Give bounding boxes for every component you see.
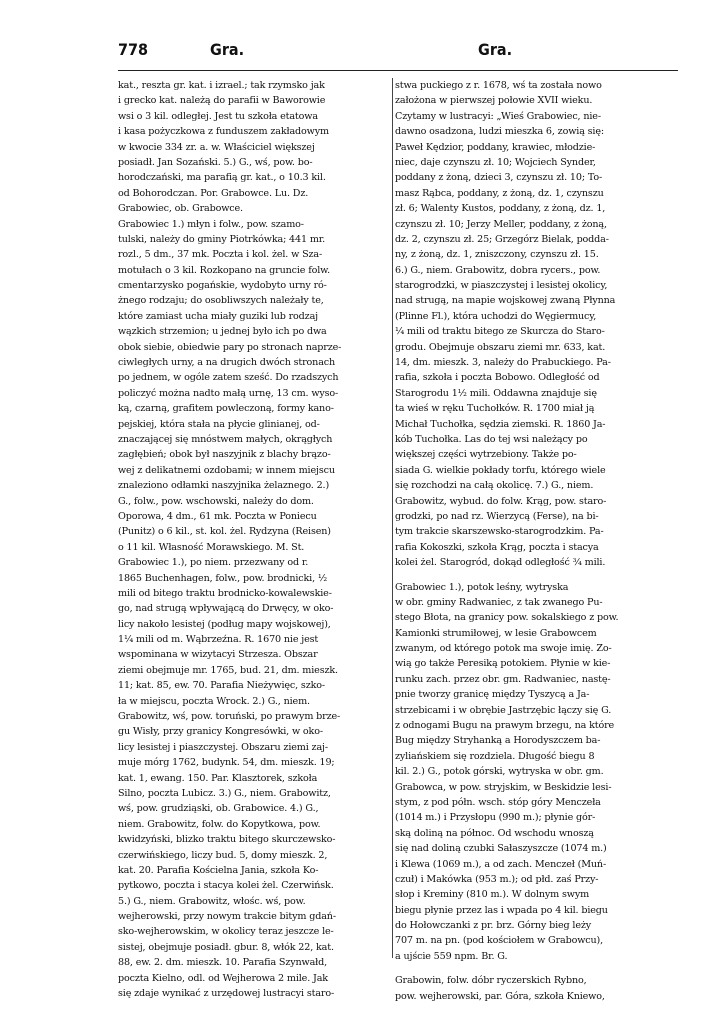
text-line: rafia Kokoszki, szkoła Krąg, poczta i stacya	[395, 541, 599, 553]
text-line: Starogrodu 1½ mili. Oddawna znajduje się	[395, 387, 597, 399]
text-line: obok siebie, obiedwie pary po stronach naprze-	[118, 341, 342, 353]
text-line: z odnogami Bugu na prawym brzegu, na które	[395, 720, 615, 732]
text-line: które zamiast ucha miały guziki lub rodzaj	[118, 310, 318, 322]
text-line: dawno osadzona, ludzi mieszka 6, zowią się:	[395, 126, 604, 138]
text-line: znaleziono odłamki naszyjnika żelaznego. 2.)	[118, 480, 330, 492]
text-line: 5.) G., niem. Grabowitz, włośc. wś, pow.	[118, 895, 306, 907]
page-number: 778	[118, 40, 149, 59]
text-line: Grabowitz, wś, pow. toruński, po prawym brze-	[118, 711, 341, 723]
text-line: stym, z pod półn. wsch. stóp góry Menczeła	[395, 796, 601, 808]
text-line: ła w miejscu, poczta Wrock. 2.) G., niem.	[118, 695, 310, 707]
text-line: zyliańskiem się rozdziela. Długość biegu 8	[395, 750, 595, 762]
text-line: ta wieś w ręku Tuchołków. R. 1700 miał ją	[395, 403, 595, 415]
text-line: po jednem, w ogóle zatem sześć. Do rzadszych	[118, 372, 339, 384]
text-line: (1014 m.) i Przysłopu (990 m.); płynie gór-	[395, 812, 596, 824]
text-line: posiadł. Jan Sozański. 5.) G., wś, pow. bo-	[118, 156, 313, 168]
text-line	[395, 571, 678, 580]
text-line: licy nakoło lesistej (podług mapy wojskowej),	[118, 618, 331, 630]
text-line: go, nad strugą wpływającą do Drwęcy, w oko-	[118, 603, 334, 615]
text-line: pytkowo, poczta i stacya kolei żel. Czerwińsk.	[118, 880, 334, 892]
text-line: biegu płynie przez las i wpada po 4 kil. biegu	[395, 904, 608, 916]
text-line: stwa puckiego z r. 1678, wś ta została nowo	[395, 80, 602, 91]
text-line: a ujście 559 npm. Br. G.	[395, 950, 508, 962]
text-line: ¼ mili od traktu bitego ze Skurcza do Staro-	[395, 326, 605, 338]
text-line: Oporowa, 4 dm., 61 mk. Poczta w Poniecu	[118, 510, 317, 522]
text-line: 88, ew. 2. dm. mieszk. 10. Parafia Szynwałd,	[118, 957, 328, 969]
text-line: kil. 2.) G., potok górski, wytryska w obr. gm.	[395, 766, 604, 778]
text-line: żnego rodzaju; do osobliwszych należały te,	[118, 295, 324, 307]
text-line: ny, z żoną, dz. 1, zniszczony, czynszu zł. 15.	[395, 249, 599, 261]
text-line: Grabowitz, wybud. do folw. Krąg, pow. staro-	[395, 495, 607, 507]
text-line: i kasa pożyczkowa z funduszem zakładowym	[118, 126, 329, 138]
text-line: Grabowiec 1.), potok leśny, wytryska	[395, 581, 569, 593]
text-line: strzebicami i w obrębie Jastrzębic łączy się G.	[395, 704, 612, 716]
text-line: Grabowiec 1.), po niem. przezwany od r.	[118, 557, 309, 569]
text-line: czerwińskiego, liczy bud. 5, domy mieszk. 2,	[118, 849, 328, 861]
running-head-right: Gra.	[478, 40, 513, 59]
text-line: Grabowiec 1.) młyn i folw., pow. szamo-	[118, 218, 304, 230]
text-line: Grabowin, folw. dóbr ryczerskich Rybno,	[395, 975, 587, 987]
text-line: zł. 6; Walenty Kustos, poddany, z żoną, dz. 1,	[395, 203, 606, 215]
text-line: Grabowiec, ob. Grabowce.	[118, 203, 243, 215]
text-line: Kamionki strumiłowej, w lesie Grabowcem	[395, 627, 597, 639]
text-line: pnie tworzy granicę między Tyszycą a Ja-	[395, 689, 590, 701]
text-line: Paweł Kędzior, poddany, krawiec, młodzie-	[395, 141, 596, 153]
text-line: nad strugą, na mapie wojskowej zwaną Płynna	[395, 295, 616, 307]
text-line: Bug między Stryhanką a Horodyszczem ba-	[395, 735, 601, 747]
running-head-left: Gra.	[210, 40, 245, 59]
text-line: Silno, poczta Lubicz. 3.) G., niem. Grabowitz,	[118, 787, 331, 799]
text-line: licy lesistej i piaszczystej. Obszaru ziemi zaj-	[118, 741, 328, 753]
text-line: sko-wejherowskim, w okolicy teraz jeszcze le-	[118, 926, 334, 938]
text-line: mili od bitego traktu brodnicko-kowalewskie-	[118, 587, 332, 599]
text-line: do Hołowczanki z pr. brz. Górny bieg leży	[395, 920, 592, 932]
text-line: o 11 kil. Własność Morawskiego. M. St.	[118, 541, 305, 553]
right-column	[395, 78, 678, 1004]
text-line: kat. 20. Parafia Kościelna Jania, szkoła Ko-	[118, 864, 319, 876]
text-line: kwidzyński, blizko traktu bitego skurczewsko-	[118, 834, 336, 846]
text-line: kat. 1, ewang. 150. Par. Klasztorek, szkoła	[118, 772, 318, 784]
text-line: wspominana w wizytacyi Strzesza. Obszar	[118, 649, 318, 661]
text-line: niec, daje czynszu zł. 10; Wojciech Synder,	[395, 156, 596, 168]
text-line: 1¼ mili od m. Wąbrzeźna. R. 1670 nie jest	[118, 634, 319, 646]
text-line: kolei żel. Starogród, dokąd odległość ¾ mili.	[395, 557, 606, 569]
text-line: niem. Grabowitz, folw. do Kopytkowa, pow.	[118, 818, 321, 830]
text-line: poczta Kielno, odl. od Wejherowa 2 mile. Jak	[118, 972, 328, 984]
text-line: czuł) i Makówka (953 m.); od płd. zaś Przy-	[395, 873, 599, 885]
text-line: ciwległych urny, a na drugich dwóch stronach	[118, 357, 336, 369]
text-line: pejskiej, która stała na płycie glinianej, od-	[118, 418, 320, 430]
text-line: wej z delikatnemi ozdobami; w innem miejscu	[118, 464, 335, 476]
text-line: 6.) G., niem. Grabowitz, dobra rycers., pow.	[395, 264, 601, 276]
text-line: sistej, obejmuje posiadł. gbur. 8, włók 22, kat.	[118, 941, 334, 953]
text-line: tym trakcie skarszewsko-starogrodzkim. Pa-	[395, 526, 604, 538]
text-line: wsi o 3 kil. odległej. Jest tu szkoła etatowa	[118, 110, 318, 122]
text-line: motułach o 3 kil. Rozkopano na gruncie folw.	[118, 264, 330, 276]
text-line: się nad doliną czubki Sałaszyszcze (1074 m.)	[395, 843, 607, 855]
text-line: zwanym, od którego potok ma swoje imię. Zo-	[395, 643, 612, 655]
text-line: 1865 Buchenhagen, folw., pow. brodnicki, ½	[118, 572, 328, 584]
text-line: cmentarzysko pogańskie, wydobyto urny ró-	[118, 280, 327, 292]
text-line: Michał Tuchołka, sędzia ziemski. R. 1860 Ja-	[395, 418, 606, 430]
text-line: runku zach. przez obr. gm. Radwaniec, nastę-	[395, 673, 611, 685]
page-header	[118, 40, 678, 66]
text-line: grodu. Obejmuje obszaru ziemi mr. 633, kat.	[395, 341, 606, 353]
text-line: zagłębień; obok był naszyjnik z blachy brązo-	[118, 449, 331, 461]
text-line: horodczański, ma parafią gr. kat., o 10.3 kil.	[118, 172, 326, 184]
text-line: wązkich strzemion; u jednej było ich po dwa	[118, 326, 327, 338]
text-line: się zdaje wynikać z urzędowej lustracyi staro-	[118, 988, 335, 1000]
text-line: starogrodzki, w piaszczystej i lesistej okolicy,	[395, 280, 608, 292]
text-line: G., folw., pow. wschowski, należy do dom.	[118, 495, 314, 507]
text-line: kób Tuchołka. Las do tej wsi należący po	[395, 433, 588, 445]
text-line: (Plinne Fl.), która uchodzi do Węgiermucy,	[395, 310, 597, 322]
text-line: stego Błota, na granicy pow. sokalskiego z pow.	[395, 612, 619, 624]
text-line: Czytamy w lustracyi: „Wieś Grabowiec, nie-	[395, 110, 601, 122]
text-line: siada G. wielkie pokłady torfu, którego wiele	[395, 464, 606, 476]
text-line: ską doliną na północ. Od wschodu wnoszą	[395, 827, 594, 839]
text-line: policzyć można nadto małą urnę, 13 cm. wyso-	[118, 387, 339, 399]
text-line: dz. 2, czynszu zł. 25; Grzegórz Bielak, podda-	[395, 233, 609, 245]
text-line: wś, pow. grudziąski, ob. Grabowice. 4.) G.,	[118, 803, 319, 815]
text-line: poddany z żoną, dzieci 3, czynszu zł. 10; To-	[395, 172, 603, 184]
text-line: założona w pierwszej połowie XVII wieku.	[395, 95, 593, 107]
text-line: pow. wejherowski, par. Góra, szkoła Kniewo,	[395, 990, 605, 1002]
text-line: masz Rąbca, poddany, z żoną, dz. 1, czynszu	[395, 187, 604, 199]
text-line: wią go także Peresiką potokiem. Płynie w kie-	[395, 658, 611, 670]
text-line: gu Wisły, przy granicy Kongresówki, w oko-	[118, 726, 323, 738]
text-line: kat., reszta gr. kat. i izrael.; tak rzymsko jak	[118, 80, 325, 91]
text-line: w obr. gminy Radwaniec, z tak zwanego Pu-	[395, 596, 603, 608]
text-line: w kwocie 334 zr. a. w. Właściciel większej	[118, 141, 315, 153]
text-line: od Bohorodczan. Por. Grabowce. Lu. Dz.	[118, 187, 309, 199]
header-rule	[118, 70, 678, 71]
text-line: grodzki, po nad rz. Wierzycą (Ferse), na bi-	[395, 510, 599, 522]
text-line: się rozchodzi na całą okolicę. 7.) G., niem.	[395, 480, 594, 492]
text-line: rozl., 5 dm., 37 mk. Poczta i kol. żel. w Sza-	[118, 249, 323, 261]
text-line: znaczającej się mnóstwem małych, okrągłych	[118, 433, 333, 445]
text-line: ką, czarną, grafitem powleczoną, formy kano-	[118, 403, 334, 415]
text-line: (Punitz) o 6 kil., st. kol. żel. Rydzyna (Reisen)	[118, 526, 331, 538]
text-line: czynszu zł. 10; Jerzy Meller, poddany, z żoną,	[395, 218, 607, 230]
text-line: słop i Kreminy (810 m.). W dolnym swym	[395, 889, 590, 901]
text-line: wejherowski, przy nowym trakcie bitym gdań-	[118, 911, 336, 923]
text-line: muje mórg 1762, budynk. 54, dm. mieszk. 19;	[118, 757, 335, 769]
text-line: 14, dm. mieszk. 3, należy do Prabuckiego. Pa-	[395, 357, 611, 369]
text-line: ziemi obejmuje mr. 1765, bud. 21, dm. mieszk.	[118, 664, 338, 676]
text-line: rafia, szkoła i poczta Bobowo. Odległość od	[395, 372, 600, 384]
text-line: 707 m. na pn. (pod kościołem w Grabowcu),	[395, 935, 603, 947]
text-line: Grabowca, w pow. stryjskim, w Beskidzie lesi-	[395, 781, 612, 793]
text-line: i grecko kat. należą do parafii w Baworowie	[118, 95, 326, 107]
text-line: 11; kat. 85, ew. 70. Parafia Nieżywięc, szko-	[118, 680, 325, 692]
left-column	[118, 78, 390, 1001]
column-divider	[392, 78, 393, 958]
text-line: tulski, należy do gminy Piotrkówka; 441 mr.	[118, 233, 326, 245]
text-line: i Klewa (1069 m.), a od zach. Menczeł (Muń-	[395, 858, 607, 870]
text-line	[395, 964, 678, 973]
text-line: większej części wytrzebiony. Także po-	[395, 449, 577, 461]
